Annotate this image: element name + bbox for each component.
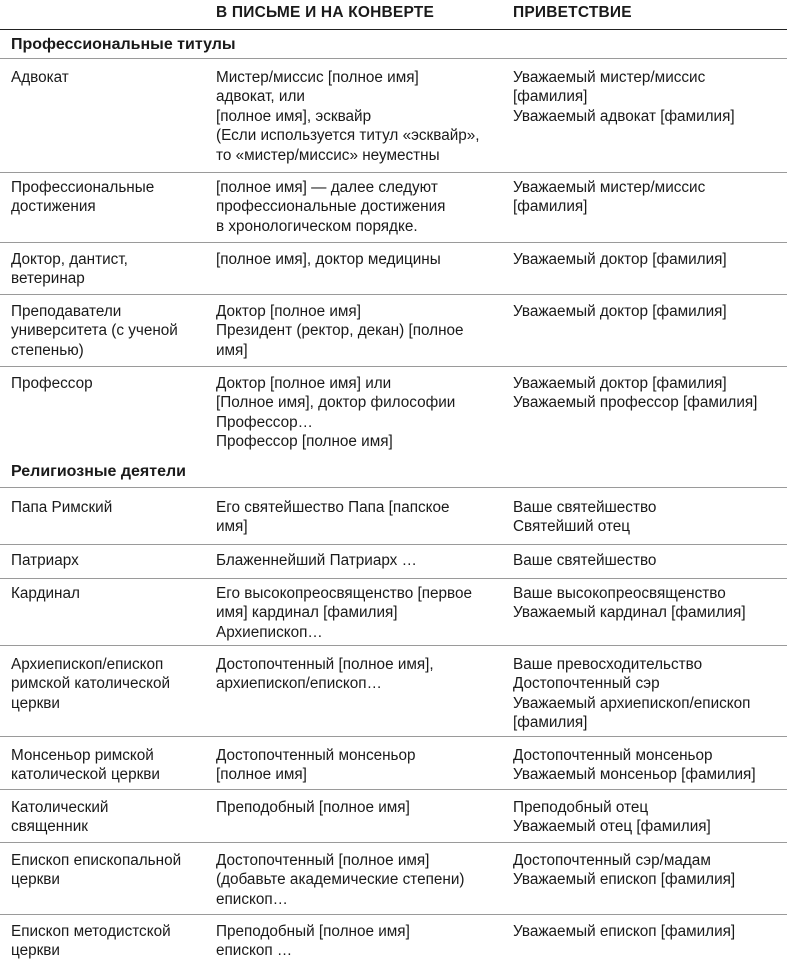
row-title-line: церкви (11, 871, 60, 889)
row-greeting (513, 250, 783, 269)
row-greeting-line: Уважаемый отец [фамилия] (513, 818, 711, 836)
row-address-line: имя] кардинал [фамилия] (216, 604, 398, 622)
row-divider (0, 544, 787, 545)
row-title (11, 655, 201, 713)
row-divider (0, 578, 787, 579)
row-address-line: епископ… (216, 890, 288, 908)
row-address-line: [Полное имя], доктор философии (216, 394, 456, 412)
row-address (216, 498, 501, 537)
row-greeting (513, 922, 783, 941)
row-address-line: (добавьте академические степени) (216, 871, 465, 889)
row-divider (0, 645, 787, 646)
row-greeting (513, 498, 783, 537)
row-title (11, 374, 201, 393)
row-title-line: Папа Римский (11, 499, 113, 516)
row-greeting-line: Уважаемый профессор [фамилия] (513, 394, 758, 412)
row-greeting-line: Уважаемый монсеньор [фамилия] (513, 766, 756, 784)
row-title-line: Монсеньор римской (11, 747, 154, 764)
row-greeting-line: Ваше высокопреосвященство (513, 585, 726, 602)
row-greeting (513, 68, 783, 126)
row-greeting-line: [фамилия] (513, 88, 588, 106)
row-address-line: Достопочтенный [полное имя], (216, 656, 434, 673)
row-greeting (513, 655, 783, 733)
row-address-line: Его святейшество Папа [папское (216, 499, 450, 516)
row-title-line: католической церкви (11, 766, 160, 784)
row-address (216, 551, 501, 570)
row-divider (0, 842, 787, 843)
row-divider (0, 736, 787, 737)
section-title: Профессиональные титулы (11, 36, 236, 53)
row-address (216, 798, 501, 817)
row-divider (0, 172, 787, 173)
row-greeting-line: Преподобный отец (513, 799, 649, 816)
row-address (216, 922, 501, 961)
row-title-line: степенью) (11, 341, 84, 359)
row-divider (0, 914, 787, 915)
row-title (11, 798, 201, 837)
row-greeting-line: Уважаемый доктор [фамилия] (513, 251, 727, 268)
row-title (11, 851, 201, 890)
row-greeting-line: Уважаемый епископ [фамилия] (513, 871, 736, 889)
row-address-line: имя] (216, 518, 248, 536)
row-greeting-line: Уважаемый архиепископ/епископ (513, 694, 751, 712)
row-address-line: (Если используется титул «эсквайр», (216, 127, 480, 145)
row-greeting (513, 798, 783, 837)
row-address (216, 250, 501, 269)
row-greeting-line: Уважаемый кардинал [фамилия] (513, 604, 746, 622)
row-divider (0, 487, 787, 488)
row-title-line: священник (11, 818, 88, 836)
row-address (216, 68, 501, 165)
row-title-line: римской католической (11, 675, 171, 693)
row-address-line: в хронологическом порядке. (216, 217, 418, 235)
row-address-line: профессиональные достижения (216, 198, 446, 216)
row-address-line: Преподобный [полное имя] (216, 923, 410, 940)
row-title-line: церкви (11, 942, 60, 960)
row-title-line: Доктор, дантист, (11, 251, 128, 268)
row-address-line: [полное имя] (216, 766, 307, 784)
row-greeting-line: Ваше святейшество (513, 552, 657, 569)
row-title-line: Католический (11, 799, 109, 816)
row-address-line: архиепископ/епископ… (216, 675, 382, 693)
row-address-line: Блаженнейший Патриарх … (216, 552, 417, 569)
row-title-line: Патриарх (11, 552, 79, 569)
row-address-line: адвокат, или (216, 88, 305, 106)
row-address-line: Профессор [полное имя] (216, 433, 393, 451)
row-greeting-line: Святейший отец (513, 518, 631, 536)
row-address (216, 746, 501, 785)
row-address (216, 374, 501, 452)
row-title-line: ветеринар (11, 270, 85, 288)
row-greeting (513, 551, 783, 570)
row-address-line: Достопочтенный монсеньор (216, 747, 416, 764)
row-title-line: Кардинал (11, 585, 80, 602)
row-title (11, 498, 201, 517)
row-address (216, 178, 501, 236)
row-address (216, 302, 501, 360)
row-title (11, 178, 201, 217)
row-title (11, 68, 201, 87)
row-address-line: [полное имя] — далее следуют (216, 179, 438, 196)
row-greeting-line: Уважаемый епископ [фамилия] (513, 923, 736, 940)
row-title (11, 302, 201, 360)
row-title-line: церкви (11, 694, 60, 712)
row-title (11, 551, 201, 570)
row-greeting-line: Ваше святейшество (513, 499, 657, 516)
row-title (11, 250, 201, 289)
row-greeting (513, 374, 783, 413)
row-divider (0, 294, 787, 295)
row-greeting-line: Достопочтенный сэр (513, 675, 660, 693)
row-title-line: Адвокат (11, 69, 69, 86)
row-greeting-line: Уважаемый мистер/миссис (513, 69, 706, 86)
row-title-line: Профессор (11, 375, 93, 392)
row-greeting (513, 746, 783, 785)
row-greeting-line: Уважаемый доктор [фамилия] (513, 303, 727, 320)
table-header (0, 0, 787, 30)
row-greeting-line: Уважаемый адвокат [фамилия] (513, 107, 735, 125)
row-title (11, 922, 201, 961)
row-title-line: Епископ методистской (11, 923, 171, 940)
row-address (216, 584, 501, 642)
row-divider (0, 58, 787, 59)
header-address-column: В ПИСЬМЕ И НА КОНВЕРТЕ (216, 4, 435, 21)
section-title: Религиозные деятели (11, 463, 186, 480)
row-divider (0, 366, 787, 367)
row-title-line: университета (с ученой (11, 322, 178, 340)
row-greeting-line: Достопочтенный монсеньор (513, 747, 713, 764)
row-greeting-line: [фамилия] (513, 198, 588, 216)
row-address-line: Президент (ректор, декан) [полное (216, 322, 464, 340)
row-greeting (513, 851, 783, 890)
row-address-line: Доктор [полное имя] или (216, 375, 392, 392)
row-greeting-line: Ваше превосходительство (513, 656, 703, 673)
row-address-line: имя] (216, 341, 248, 359)
row-address-line: Мистер/миссис [полное имя] (216, 69, 419, 86)
row-title-line: Архиепископ/епископ (11, 656, 164, 673)
row-address (216, 655, 501, 694)
row-address-line: Архиепископ… (216, 623, 323, 641)
row-address-line: то «мистер/миссис» неуместны (216, 146, 440, 164)
row-address-line: [полное имя], доктор медицины (216, 251, 441, 268)
row-address-line: епископ … (216, 942, 293, 960)
row-title-line: Епископ епископальной (11, 852, 182, 869)
row-address-line: Его высокопреосвященство [первое (216, 585, 472, 602)
header-greeting-column: ПРИВЕТСТВИЕ (513, 4, 632, 21)
row-title-line: достижения (11, 198, 96, 216)
row-address-line: Достопочтенный [полное имя] (216, 852, 430, 869)
row-address-line: Преподобный [полное имя] (216, 799, 410, 816)
row-greeting-line: Уважаемый доктор [фамилия] (513, 375, 727, 392)
row-greeting (513, 178, 783, 217)
row-divider (0, 789, 787, 790)
row-title-line: Преподаватели (11, 303, 122, 320)
row-title (11, 584, 201, 603)
row-greeting-line: [фамилия] (513, 714, 588, 732)
row-greeting-line: Уважаемый мистер/миссис (513, 179, 706, 196)
row-greeting (513, 302, 783, 321)
row-address (216, 851, 501, 909)
row-greeting-line: Достопочтенный сэр/мадам (513, 852, 711, 869)
row-address-line: Доктор [полное имя] (216, 303, 361, 320)
row-greeting (513, 584, 783, 623)
row-divider (0, 242, 787, 243)
row-address-line: Профессор… (216, 413, 313, 431)
row-title (11, 746, 201, 785)
row-address-line: [полное имя], эсквайр (216, 107, 372, 125)
row-title-line: Профессиональные (11, 179, 155, 196)
